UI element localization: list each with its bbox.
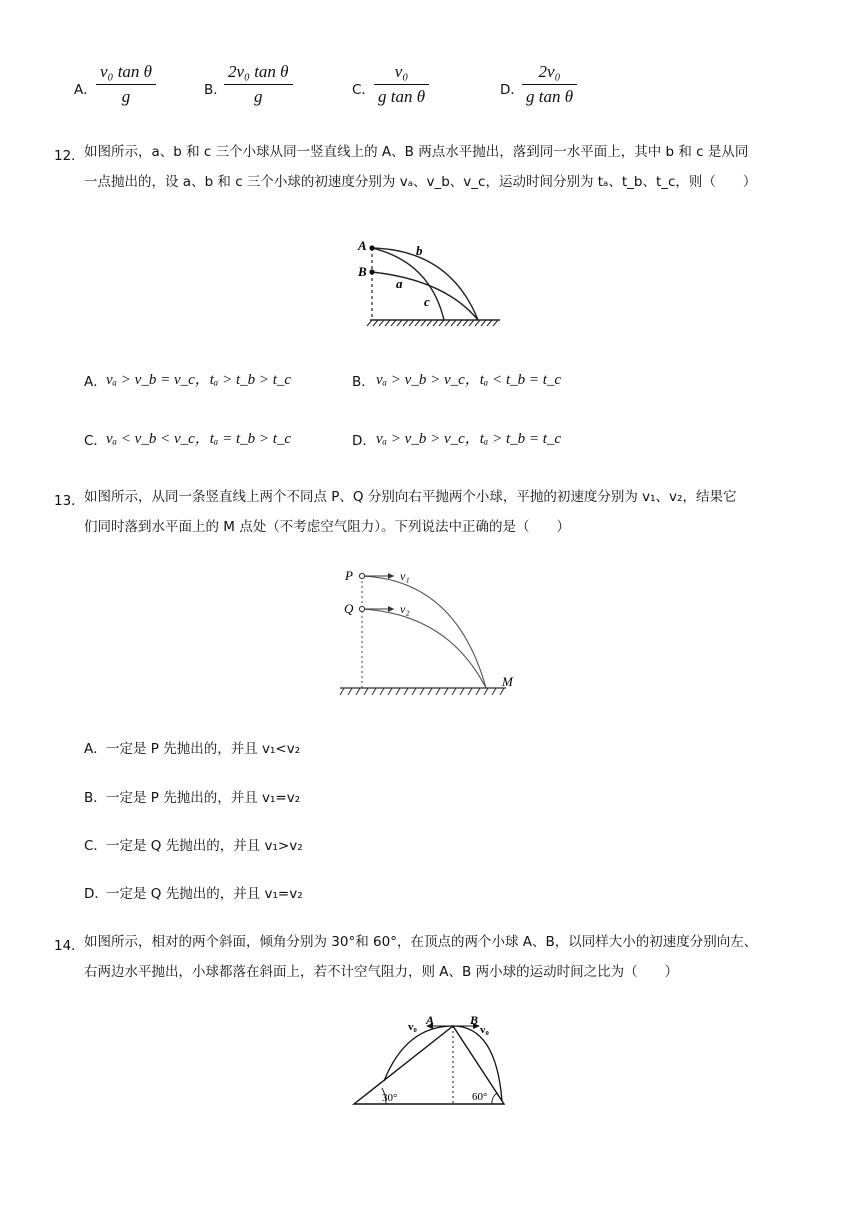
q13-ground-hatching [340,688,504,695]
q12-label-A: A [358,238,367,253]
q11-option-c-fraction[interactable] [374,62,429,107]
q11-option-c-denominator: g tan θ [374,84,429,107]
q12-option-c-text[interactable]: vₐ < v_b < v_c，tₐ = t_b > t_c [106,431,292,447]
q11-option-b-denominator: g [224,84,293,107]
q12-stem-line1: 如图所示，a、b 和 c 三个小球从同一竖直线上的 A、B 两点水平抛出，落到同一水平面上，其中 b 和 c 是从同 [84,144,749,160]
q12-label-b: b [416,243,423,258]
q12-label-c: c [424,294,430,309]
q13-stem-line2: 们同时落到水平面上的 M 点处（不考虑空气阻力）。下列说法中正确的是（ ） [84,519,570,535]
q13-option-a-label: A． [84,741,107,757]
q11-option-b-numerator: 2v₀ tan θ [228,62,289,81]
q11-option-d-label: D． [500,82,524,98]
q14-label-v0-right: v₀ [480,1024,489,1036]
q13-option-b-label: B． [84,790,107,806]
q11-option-b-fraction[interactable] [224,62,293,107]
q14-label-angle-60: 60° [472,1091,488,1103]
q13-option-a-text[interactable]: 一定是 P 先抛出的，并且 v₁<v₂ [106,741,301,757]
q12-point-a-dot [369,245,374,250]
q13-number: 13． [54,493,85,509]
q14-label-B: B [470,1013,479,1027]
q13-label-Q: Q [344,601,354,616]
q12-option-a-text[interactable]: vₐ > v_b = v_c，tₐ > t_b > t_c [106,372,292,388]
q14-label-A: A [426,1013,435,1027]
q13-arrowhead-v1 [388,573,394,579]
q11-option-d-fraction[interactable] [522,62,577,107]
q14-label-v0-left: v₀ [408,1021,417,1033]
q13-stem [84,482,824,542]
q12-option-d-text[interactable]: vₐ > v_b > v_c，tₐ > t_b = t_c [376,431,562,447]
q12-figure [350,232,510,332]
q13-option-c-label: C． [84,838,107,854]
q13-label-P: P [345,568,353,583]
q13-trajectory-q [362,609,486,688]
q13-option-c-text[interactable]: 一定是 Q 先抛出的，并且 v₁>v₂ [106,838,303,854]
q12-label-B: B [358,264,367,279]
q12-option-b-label: B． [352,374,375,390]
q13-arrowhead-v2 [388,606,394,612]
q13-label-M: M [502,674,513,689]
q11-option-a-fraction[interactable] [96,62,156,107]
q12-option-a-label: A． [84,374,107,390]
q12-trajectory-c [372,248,444,320]
q14-figure [346,1006,516,1112]
q11-option-a-denominator: g [96,84,156,107]
q12-stem [84,137,824,197]
q13-label-v2: v₂ [400,602,410,616]
q11-option-d-numerator: 2v₀ [538,62,561,81]
q13-point-p-dot [359,573,364,578]
q12-option-c-label: C． [84,433,107,449]
q14-stem-line1: 如图所示，相对的两个斜面，倾角分别为 30°和 60°，在顶点的两个小球 A、B，以同样大小的初速度分别向左、 [84,934,758,950]
q11-option-a-numerator: v₀ tan θ [100,62,153,81]
q11-option-d-denominator: g tan θ [522,84,577,107]
q14-stem [84,927,824,987]
q13-stem-line1: 如图所示，从同一条竖直线上两个不同点 P、Q 分别向右平抛两个小球，平抛的初速度分别为 v₁、v₂，结果它 [84,489,737,505]
q11-option-a-label: A． [74,82,97,98]
q12-point-b-dot [369,269,374,274]
q12-number: 12． [54,148,85,164]
q12-ground-hatching [367,320,498,326]
q12-label-a: a [396,276,403,291]
q13-option-d-label: D． [84,886,108,902]
q11-option-b-label: B． [204,82,227,98]
q14-label-angle-30: 30° [382,1092,398,1104]
q13-point-q-dot [359,606,364,611]
q11-option-c-numerator: v₀ [394,62,409,81]
q14-number: 14． [54,938,85,954]
q13-label-v1: v₁ [400,569,410,583]
q12-option-b-text[interactable]: vₐ > v_b > v_c，tₐ < t_b = t_c [376,372,562,388]
q11-option-c-label: C． [352,82,375,98]
q13-option-b-text[interactable]: 一定是 P 先抛出的，并且 v₁=v₂ [106,790,301,806]
q12-option-d-label: D． [352,433,376,449]
q13-figure [336,562,526,704]
q14-angle-arc-right [492,1093,497,1104]
q14-stem-line2: 右两边水平抛出，小球都落在斜面上，若不计空气阻力，则 A、B 两小球的运动时间之比为（ ） [84,964,679,980]
q13-option-d-text[interactable]: 一定是 Q 先抛出的，并且 v₁=v₂ [106,886,303,902]
q13-trajectory-p [362,576,486,688]
q12-stem-line2: 一点抛出的，设 a、b 和 c 三个小球的初速度分别为 vₐ、v_b、v_c，运动时间分别为 tₐ、t_b、t_c，则（ ） [84,174,757,190]
